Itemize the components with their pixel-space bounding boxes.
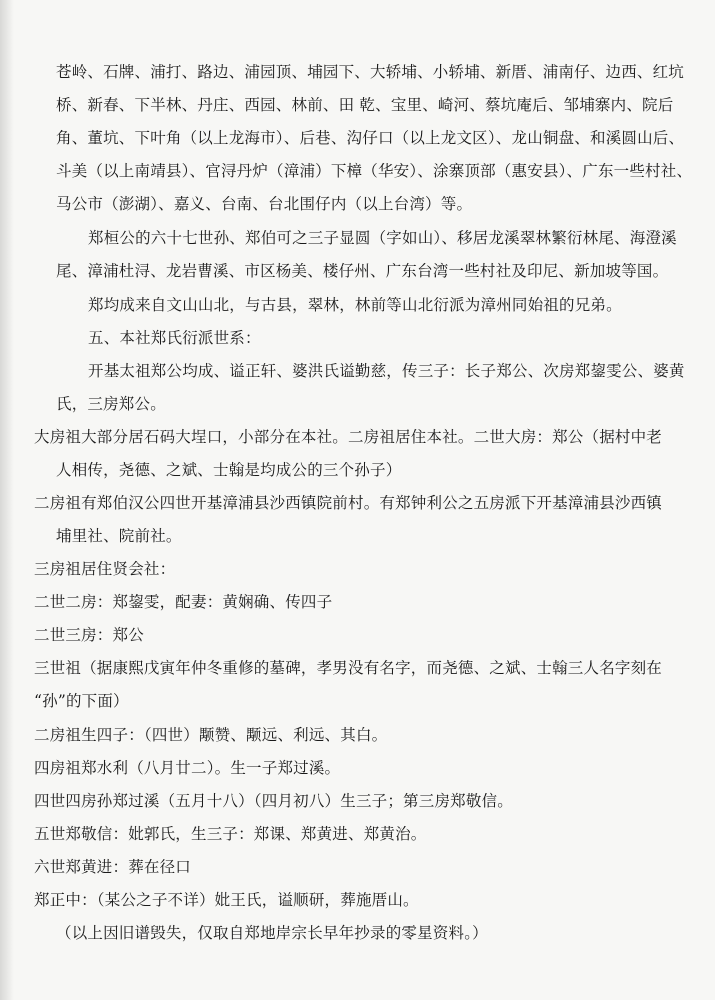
text-line: 氏，三房郑公。 [56, 395, 166, 413]
text-line: 大房祖大部分居石码大埕口，小部分在本社。二房祖居住本社。二世大房：郑公（据村中老 [34, 428, 663, 446]
text-line: 六世郑黄进：葬在径口 [34, 858, 192, 876]
text-line: 二房祖有郑伯汉公四世开基漳浦县沙西镇院前村。有郑钟利公之五房派下开基漳浦县沙西镇 [34, 494, 663, 512]
text-line: 角、董坑、下叶角（以上龙海市）、后巷、沟仔口（以上龙文区）、龙山铜盘、和溪圆山后、 [56, 129, 685, 147]
text-line: 人相传，尧德、之斌、士翰是均成公的三个孙子） [56, 461, 402, 479]
text-line: 郑正中：（某公之子不详）妣王氏，谥顺研，葬施厝山。 [34, 891, 419, 909]
text-line: 斗美（以上南靖县）、官浔丹炉（漳浦）下樟（华安）、涂寨顶部（惠安县）、广东一些村社、 [56, 162, 693, 180]
text-line: 三世祖（据康熙戊寅年仲冬重修的墓碑，孝男没有名字，而尧德、之斌、士翰三人名字刻在 [34, 659, 663, 677]
text-line: 郑均成来自文山山北，与古县，翠林，林前等山北衍派为漳州同始祖的兄弟。 [88, 296, 622, 314]
text-line: 四房祖郑水利（八月廿二）。生一子郑过溪。 [34, 759, 341, 777]
text-line: 五世郑敬信：妣郭氏，生三子：郑课、郑黄进、郑黄治。 [34, 825, 427, 843]
text-line: 二房祖生四子：（四世）颙赞、颙远、利远、其白。 [34, 726, 388, 744]
text-line: 尾、漳浦杜浔、龙岩曹溪、市区杨美、楼仔州、广东台湾一些村社及印尼、新加坡等国。 [56, 262, 669, 280]
scan-edge-shadow [0, 0, 14, 1000]
text-line: （以上因旧谱毁失，仅取自郑地岸宗长早年抄录的零星资料。） [56, 924, 488, 942]
text-line: 三房祖居住贤会社： [34, 560, 176, 578]
text-line: 埔里社、院前社。 [56, 527, 182, 545]
text-line: “孙”的下面） [34, 692, 129, 710]
text-line: 二世二房：郑鋆雯，配妻：黄娴确、传四子 [34, 593, 333, 611]
section-heading: 五、本社郑氏衍派世系： [88, 329, 261, 347]
text-line: 开基太祖郑公均成、谥正轩、婆洪氏谥勤慈，传三子：长子郑公、次房郑鋆雯公、婆黄 [88, 362, 685, 380]
text-line: 四世四房孙郑过溪（五月十八）（四月初八）生三子；第三房郑敬信。 [34, 792, 513, 810]
text-line: 郑桓公的六十七世孙、郑伯可之三子显圆（字如山）、移居龙溪翠林繁衍林尾、海澄溪 [88, 229, 677, 247]
text-line: 二世三房：郑公 [34, 626, 144, 644]
text-line: 马公市（澎湖）、嘉义、台南、台北围仔内（以上台湾）等。 [56, 195, 473, 213]
text-line: 桥、新春、下半林、丹庄、西园、林前、田 乾、宝里、崎河、蔡坑庵后、邹埔寨内、院后 [56, 96, 674, 114]
text-line: 苍岭、石牌、浦打、路边、浦园顶、埔园下、大轿埔、小轿埔、新厝、浦南仔、边西、红坑 [56, 63, 685, 81]
